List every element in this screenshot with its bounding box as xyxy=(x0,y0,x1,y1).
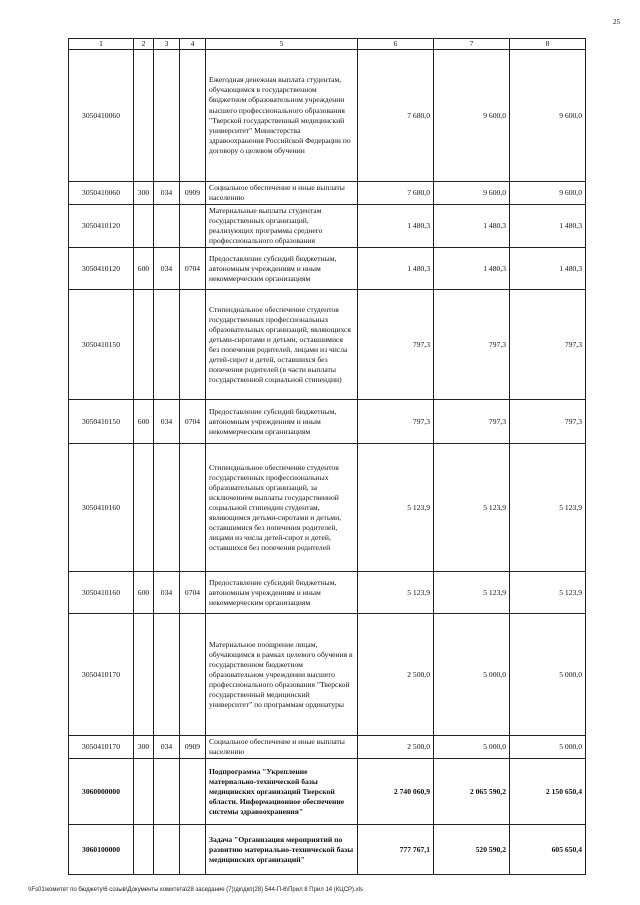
cell-expense-type xyxy=(134,759,154,825)
table-row xyxy=(69,205,586,248)
cell-amount-year-3: 9 600,0 xyxy=(510,50,586,182)
cell-department xyxy=(154,290,180,400)
cell-target-code: 3050410060 xyxy=(69,182,134,205)
cell-target-code: 3050410060 xyxy=(69,50,134,182)
column-header-4: 4 xyxy=(180,39,206,50)
cell-amount-year-3: 1 480,3 xyxy=(510,205,586,248)
table-body xyxy=(69,50,586,875)
cell-amount-year-2: 5 123,9 xyxy=(434,444,510,572)
cell-expense-type: 300 xyxy=(134,182,154,205)
cell-section: 0909 xyxy=(180,736,206,759)
cell-section: 0909 xyxy=(180,182,206,205)
cell-amount-year-2: 797,3 xyxy=(434,400,510,444)
cell-department: 034 xyxy=(154,182,180,205)
cell-description: Предоставление субсидий бюджетным, автономным учреждениям и иным некоммерческим организациям xyxy=(206,400,358,444)
cell-description: Стипендиальное обеспечение студентов государственных профессиональных образовательных организаций, за исключением выплаты государственной социальной стипендии студентам, являющимся детьми-сиротами и детьми, оставшимися без попечения родителей, лицами из числа детей-сирот и детей, оставшихся без попечения родителей xyxy=(206,444,358,572)
table-row xyxy=(69,182,586,205)
cell-target-code: 3050410150 xyxy=(69,290,134,400)
cell-description: Подпрограмма "Укрепление материально-технической базы медицинских организаций Тверской области. Информационное обеспечение системы здравоохранения" xyxy=(206,759,358,825)
cell-amount-year-2: 9 600,0 xyxy=(434,182,510,205)
cell-expense-type xyxy=(134,205,154,248)
cell-description: Социальное обеспечение и иные выплаты населению xyxy=(206,182,358,205)
footer-file-path: \\Fs01\комитет по бюджету\6 созыв\Документы комитета\28 заседание (7)\дк\дкп(28) 544-П-6\Прил 8 Прил 14 (КЦСР).xls xyxy=(28,887,364,893)
cell-department xyxy=(154,825,180,875)
table-row xyxy=(69,614,586,736)
cell-expense-type xyxy=(134,444,154,572)
cell-amount-year-1: 1 480,3 xyxy=(358,248,434,290)
table-row xyxy=(69,50,586,182)
table-row xyxy=(69,825,586,875)
cell-amount-year-1: 7 680,0 xyxy=(358,50,434,182)
cell-amount-year-3: 797,3 xyxy=(510,290,586,400)
cell-amount-year-2: 2 065 590,2 xyxy=(434,759,510,825)
cell-section: 0704 xyxy=(180,400,206,444)
cell-department xyxy=(154,205,180,248)
cell-amount-year-3: 5 000,0 xyxy=(510,736,586,759)
header-row xyxy=(69,39,586,50)
cell-expense-type xyxy=(134,50,154,182)
cell-amount-year-1: 1 480,3 xyxy=(358,205,434,248)
cell-description: Ежегодная денежная выплата студентам, обучающимся в государственном бюджетном образовательном учреждении высшего профессионального образования "Тверской государственный медицинский университет" Министерства здравоохранения Российской Федерации по договору о целевом обучении xyxy=(206,50,358,182)
cell-expense-type: 600 xyxy=(134,248,154,290)
cell-department: 034 xyxy=(154,572,180,614)
cell-description: Задача "Организация мероприятий по развитию материально-технической базы медицинских организаций" xyxy=(206,825,358,875)
cell-section: 0704 xyxy=(180,572,206,614)
table-row xyxy=(69,290,586,400)
cell-description: Стипендиальное обеспечение студентов государственных профессиональных образовательных организаций, являющихся детьми-сиротами и детьми, оставшимися без попечения родителей, лицами из числа детей-сирот и детей, оставшихся без попечения родителей (в части выплаты государственной социальной стипендии) xyxy=(206,290,358,400)
cell-target-code: 3050410120 xyxy=(69,205,134,248)
cell-amount-year-3: 1 480,3 xyxy=(510,248,586,290)
cell-section xyxy=(180,290,206,400)
cell-amount-year-2: 797,3 xyxy=(434,290,510,400)
cell-section xyxy=(180,759,206,825)
cell-description: Социальное обеспечение и иные выплаты населению xyxy=(206,736,358,759)
cell-expense-type: 600 xyxy=(134,400,154,444)
cell-target-code: 3060100000 xyxy=(69,825,134,875)
cell-amount-year-1: 2 740 060,9 xyxy=(358,759,434,825)
column-header-8: 8 xyxy=(510,39,586,50)
cell-target-code: 3050410160 xyxy=(69,572,134,614)
table-row xyxy=(69,759,586,825)
cell-department xyxy=(154,444,180,572)
cell-amount-year-3: 5 000,0 xyxy=(510,614,586,736)
cell-amount-year-2: 5 123,9 xyxy=(434,572,510,614)
cell-amount-year-1: 5 123,9 xyxy=(358,444,434,572)
cell-target-code: 3050410150 xyxy=(69,400,134,444)
column-header-6: 6 xyxy=(358,39,434,50)
cell-target-code: 3060000000 xyxy=(69,759,134,825)
cell-amount-year-1: 777 767,1 xyxy=(358,825,434,875)
column-header-1: 1 xyxy=(69,39,134,50)
cell-amount-year-3: 5 123,9 xyxy=(510,444,586,572)
cell-description: Предоставление субсидий бюджетным, автономным учреждениям и иным некоммерческим организациям xyxy=(206,572,358,614)
cell-expense-type: 300 xyxy=(134,736,154,759)
cell-amount-year-3: 9 600,0 xyxy=(510,182,586,205)
cell-target-code: 3050410160 xyxy=(69,444,134,572)
cell-description: Материальные выплаты студентам государственных организаций, реализующих программы среднего профессионального образования xyxy=(206,205,358,248)
cell-department xyxy=(154,614,180,736)
cell-section: 0704 xyxy=(180,248,206,290)
cell-amount-year-1: 7 680,0 xyxy=(358,182,434,205)
cell-amount-year-2: 5 000,0 xyxy=(434,614,510,736)
cell-description: Предоставление субсидий бюджетным, автономным учреждениям и иным некоммерческим организациям xyxy=(206,248,358,290)
cell-expense-type xyxy=(134,825,154,875)
page-number: 25 xyxy=(613,18,620,26)
budget-table xyxy=(68,38,586,875)
cell-department: 034 xyxy=(154,736,180,759)
cell-amount-year-1: 797,3 xyxy=(358,400,434,444)
cell-department xyxy=(154,759,180,825)
cell-department: 034 xyxy=(154,248,180,290)
cell-section xyxy=(180,614,206,736)
cell-amount-year-2: 520 590,2 xyxy=(434,825,510,875)
cell-amount-year-3: 797,3 xyxy=(510,400,586,444)
cell-section xyxy=(180,205,206,248)
column-header-3: 3 xyxy=(154,39,180,50)
table-row xyxy=(69,248,586,290)
cell-section xyxy=(180,50,206,182)
table-row xyxy=(69,736,586,759)
cell-target-code: 3050410170 xyxy=(69,614,134,736)
cell-section xyxy=(180,825,206,875)
cell-amount-year-2: 1 480,3 xyxy=(434,248,510,290)
cell-amount-year-2: 5 000,0 xyxy=(434,736,510,759)
column-header-5: 5 xyxy=(206,39,358,50)
table-row xyxy=(69,572,586,614)
table-row xyxy=(69,400,586,444)
cell-target-code: 3050410120 xyxy=(69,248,134,290)
cell-amount-year-1: 2 500,0 xyxy=(358,614,434,736)
cell-amount-year-1: 797,3 xyxy=(358,290,434,400)
table-row xyxy=(69,444,586,572)
column-header-7: 7 xyxy=(434,39,510,50)
cell-expense-type xyxy=(134,290,154,400)
cell-department xyxy=(154,50,180,182)
column-header-2: 2 xyxy=(134,39,154,50)
cell-department: 034 xyxy=(154,400,180,444)
cell-amount-year-1: 2 500,0 xyxy=(358,736,434,759)
cell-amount-year-3: 5 123,9 xyxy=(510,572,586,614)
cell-expense-type: 600 xyxy=(134,572,154,614)
cell-description: Материальное поощрение лицам, обучающимся в рамках целевого обучения в государственном бюджетном образовательном учреждении высшего профессионального образования "Тверской государственный медицинский университет" по программам ординатуры xyxy=(206,614,358,736)
cell-amount-year-1: 5 123,9 xyxy=(358,572,434,614)
cell-expense-type xyxy=(134,614,154,736)
cell-section xyxy=(180,444,206,572)
cell-amount-year-2: 9 600,0 xyxy=(434,50,510,182)
cell-amount-year-3: 605 650,4 xyxy=(510,825,586,875)
cell-amount-year-2: 1 480,3 xyxy=(434,205,510,248)
cell-target-code: 3050410170 xyxy=(69,736,134,759)
cell-amount-year-3: 2 150 650,4 xyxy=(510,759,586,825)
